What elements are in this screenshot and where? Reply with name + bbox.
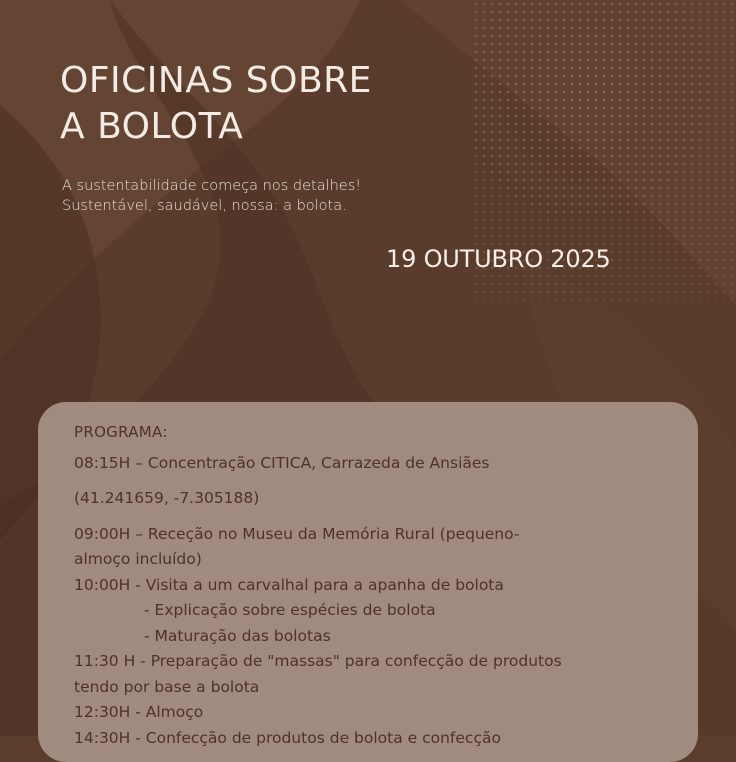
program-content bbox=[74, 420, 674, 751]
event-date: 19 OUTUBRO 2025 bbox=[386, 245, 611, 273]
program-line-1130: 11:30 H - Preparação de "massas" para confecção de produtos bbox=[74, 652, 562, 670]
program-line-1130-cont: tendo por base a bolota bbox=[74, 677, 260, 696]
subtitle bbox=[62, 176, 361, 216]
title-line-2: A BOLOTA bbox=[60, 106, 244, 147]
page-title bbox=[60, 58, 372, 150]
program-line-1000: 10:00H - Visita a um carvalhal para a apanha de bolota bbox=[74, 575, 504, 594]
program-subitem-maturation: - Maturação das bolotas bbox=[144, 626, 331, 645]
program-line-0900: 09:00H – Receção no Museu da Memória Rural (pequeno- bbox=[74, 524, 520, 543]
program-coordinates: (41.241659, -7.305188) bbox=[74, 489, 260, 507]
subtitle-line-1: A sustentabilidade começa nos detalhes! bbox=[62, 178, 362, 194]
program-line-0900-cont: almoço incluído) bbox=[74, 550, 202, 568]
program-line-1430: 14:30H - Confecção de produtos de bolota e confecção bbox=[74, 728, 501, 747]
program-heading: PROGRAMA: bbox=[74, 423, 168, 441]
program-line-1230: 12:30H - Almoço bbox=[74, 703, 204, 721]
program-subitem-species: - Explicação sobre espécies de bolota bbox=[144, 601, 436, 619]
title-line-1: OFICINAS SOBRE bbox=[60, 60, 372, 101]
subtitle-line-2: Sustentável, saudável, nossa: a bolota. bbox=[62, 198, 347, 214]
program-line-0815: 08:15H – Concentração CITICA, Carrazeda de Ansiães bbox=[74, 453, 490, 472]
